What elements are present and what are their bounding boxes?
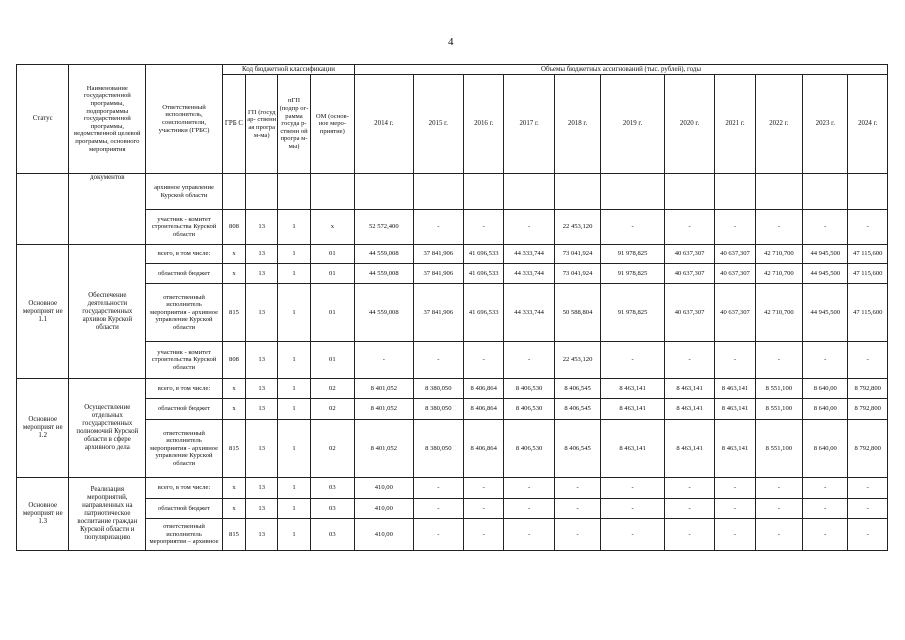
- value-cell: 37 841,906: [413, 264, 463, 284]
- value-cell: 8 406,545: [554, 399, 600, 420]
- value-cell: -: [803, 478, 848, 499]
- value-cell: 8 640,00: [803, 420, 848, 478]
- value-cell: 47 115,600: [848, 264, 888, 284]
- value-cell: 8 406,864: [464, 379, 504, 399]
- value-cell: -: [755, 342, 802, 379]
- value-cell: [504, 174, 554, 210]
- grbs-cell: 808: [222, 210, 245, 245]
- value-cell: [554, 174, 600, 210]
- value-cell: -: [664, 478, 714, 499]
- value-cell: 8 406,545: [554, 379, 600, 399]
- value-cell: -: [715, 210, 755, 245]
- value-cell: 42 710,700: [755, 284, 802, 342]
- value-cell: 40 637,307: [664, 245, 714, 264]
- header-year: 2022 г.: [755, 75, 802, 174]
- grbs-cell: х: [222, 264, 245, 284]
- value-cell: 8 463,141: [601, 399, 665, 420]
- value-cell: -: [413, 519, 463, 551]
- grbs-cell: х: [222, 399, 245, 420]
- pgp-cell: [278, 174, 310, 210]
- value-cell: 22 453,120: [554, 210, 600, 245]
- table-row: [17, 499, 888, 519]
- header-om: ОМ (основ- ное меро- приятие): [310, 75, 354, 174]
- value-cell: 8 406,545: [554, 420, 600, 478]
- value-cell: 44 333,744: [504, 284, 554, 342]
- value-cell: 73 041,924: [554, 264, 600, 284]
- value-cell: -: [504, 342, 554, 379]
- value-cell: -: [664, 210, 714, 245]
- header-year: 2017 г.: [504, 75, 554, 174]
- grbs-cell: х: [222, 245, 245, 264]
- value-cell: -: [601, 342, 665, 379]
- budget-table: [16, 64, 888, 551]
- value-cell: [664, 174, 714, 210]
- value-cell: 8 406,864: [464, 420, 504, 478]
- value-cell: 44 559,008: [355, 264, 414, 284]
- pgp-cell: 1: [278, 420, 310, 478]
- value-cell: -: [464, 342, 504, 379]
- header-year: 2015 г.: [413, 75, 463, 174]
- header-year: 2023 г.: [803, 75, 848, 174]
- value-cell: 52 572,400: [355, 210, 414, 245]
- value-cell: 44 945,500: [803, 245, 848, 264]
- header-volume-group: Объемы бюджетных ассигнований (тыс. рублей), годы: [355, 65, 888, 75]
- value-cell: -: [601, 519, 665, 551]
- value-cell: 8 792,800: [848, 420, 888, 478]
- value-cell: 8 463,141: [664, 399, 714, 420]
- value-cell: -: [664, 342, 714, 379]
- value-cell: 37 841,906: [413, 284, 463, 342]
- value-cell: 44 559,008: [355, 245, 414, 264]
- value-cell: -: [464, 499, 504, 519]
- grbs-cell: х: [222, 499, 245, 519]
- gp-cell: 13: [246, 399, 278, 420]
- header-year: 2018 г.: [554, 75, 600, 174]
- value-cell: -: [504, 519, 554, 551]
- gp-cell: 13: [246, 245, 278, 264]
- status-cell: Основное мероприят ие 1.1: [17, 245, 69, 379]
- value-cell: 8 792,800: [848, 379, 888, 399]
- value-cell: 8 463,141: [664, 379, 714, 399]
- value-cell: 8 463,141: [601, 420, 665, 478]
- value-cell: 8 640,00: [803, 399, 848, 420]
- name-cell: документов: [69, 174, 146, 245]
- value-cell: 91 978,825: [601, 284, 665, 342]
- value-cell: 22 453,120: [554, 342, 600, 379]
- name-cell: Реализация мероприятий, направленных на патриотическое воспитание граждан Курской области и популяризацию: [69, 478, 146, 551]
- value-cell: -: [715, 342, 755, 379]
- header-year: 2016 г.: [464, 75, 504, 174]
- value-cell: 410,00: [355, 499, 414, 519]
- grbs-cell: 815: [222, 420, 245, 478]
- header-name: Наименование государственной программы, подпрограммы государственной программы, ведомственной целевой программы, основного мероприятия: [69, 65, 146, 174]
- value-cell: [355, 174, 414, 210]
- table-row: [17, 264, 888, 284]
- value-cell: 44 945,500: [803, 284, 848, 342]
- value-cell: -: [413, 478, 463, 499]
- status-cell: [17, 174, 69, 245]
- header-year: 2014 г.: [355, 75, 414, 174]
- gp-cell: [246, 174, 278, 210]
- page-number: 4: [448, 36, 454, 48]
- value-cell: -: [413, 342, 463, 379]
- responsible-cell: ответственный исполнитель мероприятия – архивное: [146, 519, 223, 551]
- om-cell: 01: [310, 245, 354, 264]
- responsible-cell: всего, в том числе:: [146, 379, 223, 399]
- table-row: [17, 379, 888, 399]
- value-cell: -: [504, 210, 554, 245]
- value-cell: -: [715, 478, 755, 499]
- om-cell: [310, 174, 354, 210]
- header-pgp: пГП (подпр ог- рамма госуда р- ственн ой програ м-мы): [278, 75, 310, 174]
- gp-cell: 13: [246, 342, 278, 379]
- table-row: [17, 284, 888, 342]
- value-cell: 44 333,744: [504, 264, 554, 284]
- value-cell: 40 637,307: [715, 245, 755, 264]
- value-cell: 8 380,050: [413, 420, 463, 478]
- value-cell: 8 406,864: [464, 399, 504, 420]
- value-cell: -: [664, 519, 714, 551]
- value-cell: -: [755, 478, 802, 499]
- pgp-cell: 1: [278, 210, 310, 245]
- pgp-cell: 1: [278, 399, 310, 420]
- value-cell: 8 380,050: [413, 379, 463, 399]
- value-cell: -: [504, 499, 554, 519]
- value-cell: 8 406,530: [504, 399, 554, 420]
- value-cell: 40 637,307: [715, 284, 755, 342]
- value-cell: 8 792,800: [848, 399, 888, 420]
- value-cell: [464, 174, 504, 210]
- gp-cell: 13: [246, 284, 278, 342]
- value-cell: 44 333,744: [504, 245, 554, 264]
- value-cell: 8 551,100: [755, 399, 802, 420]
- gp-cell: 13: [246, 379, 278, 399]
- value-cell: 8 463,141: [715, 399, 755, 420]
- grbs-cell: 808: [222, 342, 245, 379]
- value-cell: -: [601, 499, 665, 519]
- value-cell: -: [803, 499, 848, 519]
- value-cell: -: [413, 210, 463, 245]
- header-gp: ГП (госуд ар- ственн ая програ м-ма): [246, 75, 278, 174]
- table-row: [17, 210, 888, 245]
- value-cell: -: [803, 519, 848, 551]
- name-cell: Обеспечение деятельности государственных архивов Курской области: [69, 245, 146, 379]
- value-cell: 73 041,924: [554, 245, 600, 264]
- value-cell: -: [664, 499, 714, 519]
- value-cell: -: [755, 519, 802, 551]
- value-cell: -: [554, 478, 600, 499]
- table-row: [17, 420, 888, 478]
- om-cell: 02: [310, 399, 354, 420]
- value-cell: -: [848, 499, 888, 519]
- value-cell: [848, 174, 888, 210]
- pgp-cell: 1: [278, 499, 310, 519]
- value-cell: -: [601, 210, 665, 245]
- value-cell: -: [413, 499, 463, 519]
- value-cell: -: [355, 342, 414, 379]
- value-cell: 8 463,141: [715, 420, 755, 478]
- value-cell: 47 115,600: [848, 284, 888, 342]
- grbs-cell: х: [222, 379, 245, 399]
- value-cell: 41 696,533: [464, 284, 504, 342]
- responsible-cell: архивное управление Курской области: [146, 174, 223, 210]
- table-row: [17, 174, 888, 210]
- table-row: [17, 245, 888, 264]
- value-cell: [803, 174, 848, 210]
- value-cell: 91 978,825: [601, 264, 665, 284]
- value-cell: -: [715, 519, 755, 551]
- gp-cell: 13: [246, 499, 278, 519]
- value-cell: 8 401,052: [355, 379, 414, 399]
- header-year: 2021 г.: [715, 75, 755, 174]
- value-cell: 8 406,530: [504, 379, 554, 399]
- value-cell: 40 637,307: [715, 264, 755, 284]
- value-cell: [601, 174, 665, 210]
- header-year: 2020 г.: [664, 75, 714, 174]
- value-cell: -: [803, 210, 848, 245]
- responsible-cell: всего, в том числе:: [146, 245, 223, 264]
- value-cell: 8 401,052: [355, 420, 414, 478]
- value-cell: 410,00: [355, 478, 414, 499]
- value-cell: 40 637,307: [664, 264, 714, 284]
- header-responsible: Ответственный исполнитель, соисполнители, участники (ГРБС): [146, 65, 223, 174]
- value-cell: -: [803, 342, 848, 379]
- value-cell: [413, 174, 463, 210]
- header-status: Статус: [17, 65, 69, 174]
- pgp-cell: 1: [278, 342, 310, 379]
- header-year: 2024 г.: [848, 75, 888, 174]
- value-cell: -: [715, 499, 755, 519]
- om-cell: 01: [310, 284, 354, 342]
- table-row: [17, 342, 888, 379]
- value-cell: 41 696,533: [464, 245, 504, 264]
- table-row: [17, 399, 888, 420]
- pgp-cell: 1: [278, 379, 310, 399]
- header-grbs: ГРБ С: [222, 75, 245, 174]
- value-cell: -: [848, 210, 888, 245]
- responsible-cell: ответственный исполнитель мероприятия - архивное управление Курской области: [146, 420, 223, 478]
- value-cell: 8 463,141: [715, 379, 755, 399]
- value-cell: 42 710,700: [755, 245, 802, 264]
- grbs-cell: [222, 174, 245, 210]
- om-cell: 03: [310, 519, 354, 551]
- om-cell: 01: [310, 264, 354, 284]
- value-cell: 410,00: [355, 519, 414, 551]
- om-cell: 03: [310, 499, 354, 519]
- value-cell: 8 551,100: [755, 379, 802, 399]
- gp-cell: 13: [246, 478, 278, 499]
- value-cell: -: [504, 478, 554, 499]
- om-cell: 03: [310, 478, 354, 499]
- pgp-cell: 1: [278, 264, 310, 284]
- gp-cell: 13: [246, 420, 278, 478]
- status-cell: Основное мероприят ие 1.3: [17, 478, 69, 551]
- value-cell: -: [554, 519, 600, 551]
- value-cell: 47 115,600: [848, 245, 888, 264]
- pgp-cell: 1: [278, 245, 310, 264]
- responsible-cell: участник - комитет строительства Курской области: [146, 342, 223, 379]
- om-cell: 02: [310, 379, 354, 399]
- om-cell: 01: [310, 342, 354, 379]
- value-cell: [755, 174, 802, 210]
- pgp-cell: 1: [278, 284, 310, 342]
- gp-cell: 13: [246, 519, 278, 551]
- value-cell: -: [755, 499, 802, 519]
- value-cell: 8 640,00: [803, 379, 848, 399]
- status-cell: Основное мероприят ие 1.2: [17, 379, 69, 478]
- value-cell: 42 710,700: [755, 264, 802, 284]
- value-cell: -: [464, 478, 504, 499]
- header-year: 2019 г.: [601, 75, 665, 174]
- value-cell: 44 945,500: [803, 264, 848, 284]
- value-cell: 40 637,307: [664, 284, 714, 342]
- value-cell: 8 463,141: [601, 379, 665, 399]
- value-cell: -: [848, 342, 888, 379]
- table-body: [17, 174, 888, 551]
- value-cell: 37 841,906: [413, 245, 463, 264]
- grbs-cell: х: [222, 478, 245, 499]
- value-cell: -: [464, 519, 504, 551]
- om-cell: х: [310, 210, 354, 245]
- value-cell: 44 559,008: [355, 284, 414, 342]
- value-cell: [715, 174, 755, 210]
- value-cell: 41 696,533: [464, 264, 504, 284]
- grbs-cell: 815: [222, 519, 245, 551]
- value-cell: -: [601, 478, 665, 499]
- om-cell: 02: [310, 420, 354, 478]
- value-cell: -: [464, 210, 504, 245]
- value-cell: 8 406,530: [504, 420, 554, 478]
- responsible-cell: всего, в том числе:: [146, 478, 223, 499]
- value-cell: -: [848, 478, 888, 499]
- value-cell: -: [755, 210, 802, 245]
- responsible-cell: ответственный исполнитель мероприятия - архивное управление Курской области: [146, 284, 223, 342]
- table-row: [17, 519, 888, 551]
- header-code-group: Код бюджетной классификации: [222, 65, 354, 75]
- value-cell: 8 380,050: [413, 399, 463, 420]
- responsible-cell: областной бюджет: [146, 264, 223, 284]
- responsible-cell: участник - комитет строительства Курской области: [146, 210, 223, 245]
- pgp-cell: 1: [278, 478, 310, 499]
- value-cell: -: [554, 499, 600, 519]
- pgp-cell: 1: [278, 519, 310, 551]
- responsible-cell: областной бюджет: [146, 399, 223, 420]
- value-cell: 91 978,825: [601, 245, 665, 264]
- value-cell: 50 588,804: [554, 284, 600, 342]
- grbs-cell: 815: [222, 284, 245, 342]
- value-cell: 8 551,100: [755, 420, 802, 478]
- value-cell: 8 463,141: [664, 420, 714, 478]
- table-row: [17, 478, 888, 499]
- value-cell: -: [848, 519, 888, 551]
- value-cell: 8 401,052: [355, 399, 414, 420]
- gp-cell: 13: [246, 210, 278, 245]
- responsible-cell: областной бюджет: [146, 499, 223, 519]
- name-cell: Осуществление отдельных государственных полномочий Курской области в сфере архивного дела: [69, 379, 146, 478]
- gp-cell: 13: [246, 264, 278, 284]
